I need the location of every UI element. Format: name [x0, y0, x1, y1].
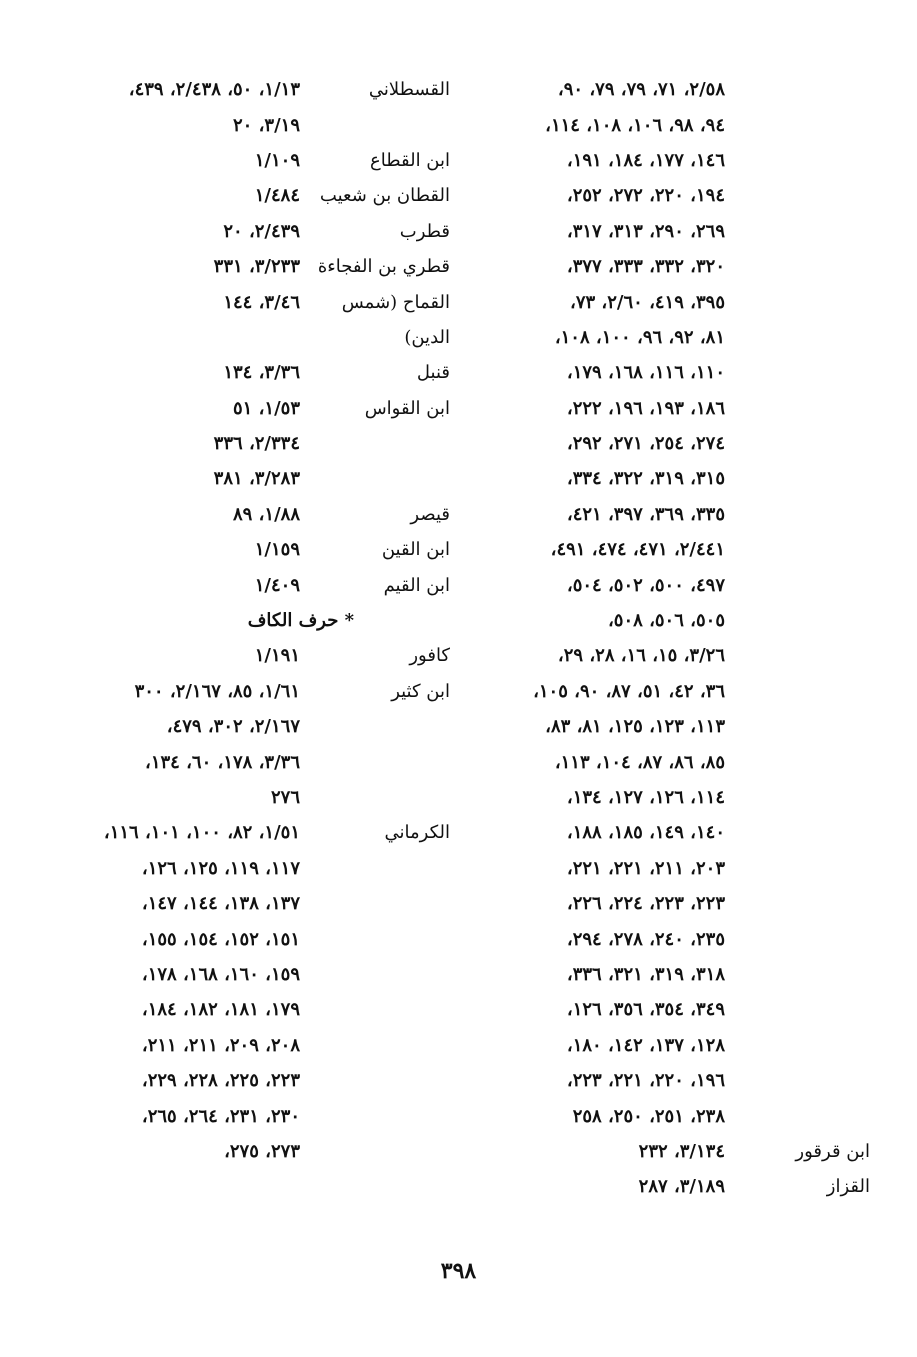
- index-entry: [50, 497, 450, 532]
- index-entry: [480, 603, 870, 638]
- entry-references: ٣٣٥، ٣٦٩، ٣٩٧، ٤٢١،: [566, 503, 725, 525]
- index-entry: [480, 1028, 870, 1063]
- entry-references: ١/٤٨٤: [254, 185, 300, 207]
- index-entry: [480, 320, 870, 355]
- entry-references: ١/١٩١: [254, 645, 300, 667]
- index-entry: [50, 426, 450, 461]
- page-number: ٣٩٨: [440, 1258, 477, 1284]
- entry-references: ٣٤٩، ٣٥٤، ٣٥٦، ١٢٦،: [566, 999, 725, 1021]
- entry-references: ٣/١٨٩، ٢٨٧: [638, 1176, 725, 1198]
- entry-name: ابن القواس: [364, 397, 450, 419]
- entry-references: ٣٦، ٤٢، ٥١، ٨٧، ٩٠، ١٠٥،: [533, 680, 725, 702]
- index-entry: [50, 851, 450, 886]
- index-entry: [50, 143, 450, 178]
- entry-references: ٢٠٨، ٢٠٩، ٢١١، ٢١١،: [141, 1034, 300, 1056]
- entry-name: ابن كثير: [391, 680, 450, 702]
- entry-references: ٢٧٣، ٢٧٥،: [224, 1140, 300, 1162]
- entry-name: القزاز: [826, 1176, 870, 1198]
- index-entry: [50, 921, 450, 956]
- entry-references: ٣/٤٦، ١٤٤: [223, 291, 300, 313]
- index-entry: [480, 532, 870, 567]
- entry-references: ١/٥١، ٨٢، ١٠٠، ١٠١، ١١٦،: [103, 822, 300, 844]
- entry-references: ٨١، ٩٢، ٩٦، ١٠٠، ١٠٨،: [554, 326, 725, 348]
- index-entry: [50, 709, 450, 744]
- entry-references: ٢٠٣، ٢١١، ٢٢١، ٢٢١،: [566, 857, 725, 879]
- index-entry: [480, 851, 870, 886]
- index-entry: [50, 886, 450, 921]
- index-entry: [50, 815, 450, 850]
- entry-name: الكرماني: [384, 822, 450, 844]
- index-entry: [480, 674, 870, 709]
- entry-references: ١٤٦، ١٧٧، ١٨٤، ١٩١،: [566, 149, 725, 171]
- entry-name: قطرب: [399, 220, 450, 242]
- entry-references: ٢٦٩، ٢٩٠، ٣١٣، ٣١٧،: [566, 220, 725, 242]
- entry-references: ٢/٣٣٤، ٣٣٦: [213, 433, 300, 455]
- entry-references: ١/٥٣، ٥١: [233, 397, 300, 419]
- entry-references: ٢٧٤، ٢٥٤، ٢٧١، ٢٩٢،: [566, 433, 725, 455]
- entry-references: ١٣٧، ١٣٨، ١٤٤، ١٤٧،: [141, 893, 300, 915]
- entry-name: قنبل: [416, 362, 450, 384]
- index-entry: [50, 355, 450, 390]
- entry-references: ٣/٢٦، ١٥، ١٦، ٢٨، ٢٩،: [557, 645, 725, 667]
- index-entry: [50, 992, 450, 1027]
- entry-references: ١/٦١، ٨٥، ٢/١٦٧، ٣٠٠: [134, 680, 300, 702]
- index-entry: [50, 957, 450, 992]
- entry-references: ٣٩٥، ٤١٩، ٢/٦٠، ٧٣،: [570, 291, 725, 313]
- index-entry: [50, 284, 450, 319]
- entry-references: ٤٩٧، ٥٠٠، ٥٠٢، ٥٠٤،: [566, 574, 725, 596]
- entry-references: ٣/١٩، ٢٠: [233, 114, 300, 136]
- entry-references: ٣/٢٣٣، ٣٣١: [213, 256, 300, 278]
- index-entry: [480, 143, 870, 178]
- index-entry: [480, 567, 870, 602]
- index-entry: [50, 1063, 450, 1098]
- index-entry: [50, 320, 450, 355]
- entry-references: ١٢٨، ١٣٧، ١٤٢، ١٨٠،: [566, 1034, 725, 1056]
- index-entry: [480, 1098, 870, 1133]
- index-entry: [480, 426, 870, 461]
- index-entry: [50, 532, 450, 567]
- entry-references: ١١٣، ١٢٣، ١٢٥، ٨١، ٨٣،: [545, 716, 725, 738]
- entry-references: ٣٢٠، ٣٣٢، ٣٣٣، ٣٧٧،: [566, 256, 725, 278]
- entry-name: قطري بن الفجاءة: [317, 256, 450, 278]
- index-entry: [480, 709, 870, 744]
- index-entry: [50, 1028, 450, 1063]
- entry-references: ٢٢٣، ٢٢٥، ٢٢٨، ٢٢٩،: [141, 1070, 300, 1092]
- section-heading-row: [50, 603, 450, 638]
- entry-references: ٨٥، ٨٦، ٨٧، ١٠٤، ١١٣،: [554, 751, 725, 773]
- entry-references: ٣/١٣٤، ٢٣٢: [638, 1140, 725, 1162]
- entry-references: ١/١٥٩: [254, 539, 300, 561]
- index-column-right: [480, 72, 870, 1205]
- entry-references: ٢/٤٣٩، ٢٠: [223, 220, 300, 242]
- entry-references: ١٥٩، ١٦٠، ١٦٨، ١٧٨،: [141, 963, 300, 985]
- section-heading: * حرف الكاف: [247, 610, 354, 632]
- index-entry: [50, 638, 450, 673]
- entry-name: قيصر: [410, 503, 450, 525]
- index-entry: [50, 1098, 450, 1133]
- entry-references: ٢/٥٨، ٧١، ٧٩، ٧٩، ٩٠،: [557, 79, 725, 101]
- index-entry: [50, 461, 450, 496]
- index-entry: [480, 178, 870, 213]
- entry-references: ٢٣٥، ٢٤٠، ٢٧٨، ٢٩٤،: [566, 928, 725, 950]
- index-entry: [50, 214, 450, 249]
- index-entry: [480, 461, 870, 496]
- index-entry: [480, 1063, 870, 1098]
- entry-references: ١٩٤، ٢٢٠، ٢٧٢، ٢٥٢،: [566, 185, 725, 207]
- index-entry: [480, 1134, 870, 1169]
- index-entry: [50, 107, 450, 142]
- index-entry: [480, 780, 870, 815]
- entry-references: ١٧٩، ١٨١، ١٨٢، ١٨٤،: [141, 999, 300, 1021]
- entry-references: ١٥١، ١٥٢، ١٥٤، ١٥٥،: [141, 928, 300, 950]
- index-entry: [480, 921, 870, 956]
- entry-references: ٣١٥، ٣١٩، ٣٢٢، ٣٣٤،: [566, 468, 725, 490]
- entry-references: ١/١٠٩: [254, 149, 300, 171]
- entry-name: ابن القطاع: [369, 149, 450, 171]
- entry-references: ١٨٦، ١٩٣، ١٩٦، ٢٢٢،: [566, 397, 725, 419]
- index-entry: [480, 391, 870, 426]
- index-entry: [50, 1134, 450, 1169]
- index-entry: [50, 249, 450, 284]
- index-entry: [480, 355, 870, 390]
- entry-references: ٣/٣٦، ١٧٨، ٦٠، ١٣٤،: [145, 751, 300, 773]
- entry-name: ابن القيم: [383, 574, 450, 596]
- entry-name: ابن قرقور: [795, 1140, 870, 1162]
- entry-references: ٢٣٨، ٢٥١، ٢٥٠، ٢٥٨: [572, 1105, 725, 1127]
- entry-references: ٢٢٣، ٢٢٣، ٢٢٤، ٢٢٦،: [566, 893, 725, 915]
- entry-references: ١٩٦، ٢٢٠، ٢٢١، ٢٢٣،: [566, 1070, 725, 1092]
- entry-name: ابن القين: [381, 539, 450, 561]
- index-entry: [480, 214, 870, 249]
- index-entry: [50, 72, 450, 107]
- index-entry: [480, 815, 870, 850]
- index-entry: [50, 780, 450, 815]
- index-entry: [50, 674, 450, 709]
- index-entry: [480, 744, 870, 779]
- entry-references: ٩٤، ٩٨، ١٠٦، ١٠٨، ١١٤،: [545, 114, 725, 136]
- index-entry: [480, 992, 870, 1027]
- entry-references: ١٤٠، ١٤٩، ١٨٥، ١٨٨،: [566, 822, 725, 844]
- entry-references: ١/٨٨، ٨٩: [233, 503, 300, 525]
- index-entry: [480, 284, 870, 319]
- entry-references: ١/٤٠٩: [254, 574, 300, 596]
- index-entry: [480, 886, 870, 921]
- index-entry: [480, 1169, 870, 1204]
- entry-name: كافور: [409, 645, 450, 667]
- index-entry: [480, 249, 870, 284]
- index-column-left: [50, 72, 450, 1169]
- entry-references: ٢/٤٤١، ٤٧١، ٤٧٤، ٤٩١،: [550, 539, 725, 561]
- entry-references: ١١٤، ١٢٦، ١٢٧، ١٣٤،: [566, 787, 725, 808]
- index-entry: [480, 497, 870, 532]
- index-entry: [480, 72, 870, 107]
- entry-references: ١١٠، ١١٦، ١٦٨، ١٧٩،: [566, 362, 725, 384]
- index-entry: [50, 178, 450, 213]
- entry-references: ٣١٨، ٣١٩، ٣٢١، ٣٣٦،: [566, 963, 725, 985]
- entry-references: ٢/١٦٧، ٣٠٢، ٤٧٩،: [166, 716, 300, 738]
- entry-name: الدين): [404, 326, 450, 348]
- entry-references: ٢٣٠، ٢٣١، ٢٦٤، ٢٦٥،: [141, 1105, 300, 1127]
- entry-name: القسطلاني: [368, 79, 450, 101]
- index-entry: [480, 638, 870, 673]
- index-entry: [50, 567, 450, 602]
- entry-references: ٣/٣٦، ١٣٤: [223, 362, 300, 384]
- entry-references: ١/١٣، ٥٠، ٢/٤٣٨، ٤٣٩،: [128, 79, 300, 101]
- entry-references: ١١٧، ١١٩، ١٢٥، ١٢٦،: [141, 857, 300, 879]
- index-entry: [50, 744, 450, 779]
- entry-name: القطان بن شعيب: [319, 185, 450, 207]
- index-entry: [480, 107, 870, 142]
- entry-name: القماح (شمس: [341, 291, 450, 313]
- entry-references: ٣/٢٨٣، ٣٨١: [213, 468, 300, 490]
- index-entry: [480, 957, 870, 992]
- index-entry: [50, 391, 450, 426]
- entry-references: ٥٠٥، ٥٠٦، ٥٠٨،: [607, 610, 725, 632]
- entry-references: ٢٧٦: [270, 787, 300, 808]
